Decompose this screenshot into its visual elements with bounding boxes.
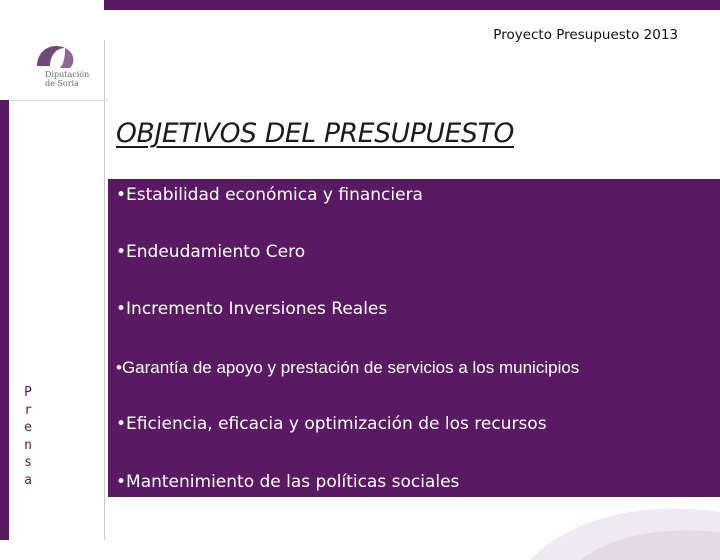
divider-line xyxy=(104,40,105,540)
objectives-panel xyxy=(108,179,720,497)
logo-divider-line xyxy=(9,100,109,101)
objective-item: •Incremento Inversiones Reales xyxy=(116,299,388,319)
side-label-letter: e xyxy=(24,420,32,435)
left-accent-bar xyxy=(0,100,9,540)
side-label-letter: P xyxy=(24,385,32,400)
objective-item: •Mantenimiento de las políticas sociales xyxy=(116,472,460,492)
side-label-letter: a xyxy=(24,472,32,488)
side-label-letter: n xyxy=(24,437,32,453)
objective-item: •Estabilidad económica y financiera xyxy=(116,185,423,205)
objective-item: •Eficiencia, eficacia y optimización de los recursos xyxy=(116,414,547,434)
header-title: Proyecto Presupuesto 2013 xyxy=(493,27,678,43)
logo-text xyxy=(45,70,89,88)
side-label xyxy=(20,384,36,489)
logo-line-2: de Soria xyxy=(45,79,79,88)
side-label-letter: s xyxy=(24,455,32,470)
slide-title: OBJETIVOS DEL PRESUPUESTO xyxy=(116,118,515,149)
side-label-letter: r xyxy=(24,402,32,418)
decorative-swoosh xyxy=(520,470,720,560)
top-accent-bar xyxy=(104,0,720,10)
logo-line-1: Diputación xyxy=(45,70,90,79)
objective-item: •Garantía de apoyo y prestación de servicios a los municipios xyxy=(116,358,580,377)
objective-item: •Endeudamiento Cero xyxy=(116,242,306,262)
